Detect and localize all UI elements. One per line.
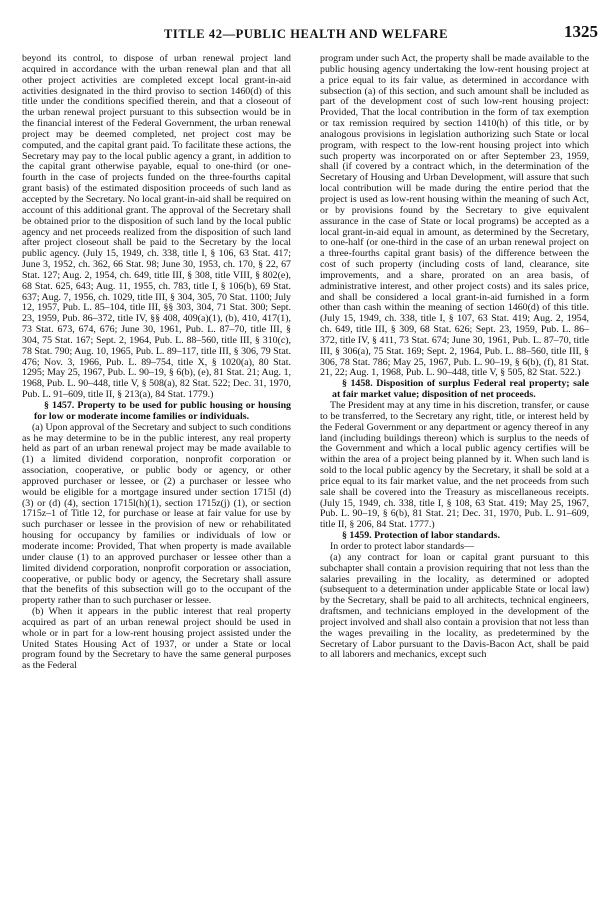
section-1457-heading: § 1457. Property to be used for public housing or housing for low or moderate income families or individuals. — [34, 400, 291, 422]
section-1458-heading: § 1458. Disposition of surplus Federal real property; sale at fair market value; disposition of net proceeds. — [332, 378, 589, 401]
section-1459-heading: § 1459. Protection of labor standards. — [342, 530, 500, 542]
section-1457-subsection-a: (a) Upon approval of the Secretary and subject to such conditions as he may determine to be in the public interest, any real property held as part of an urban renewal project may be made available to (1) a limited dividend corporation, nonprofit corporation or association, cooperative, or public body or agency, or other approved purchaser or lessee, or (2) a purchaser or lessee who would be eligible for a mortgage insured under section 1715l (d) (3) or (d) (4), section 1715l(h)(1), section 1715z(j) (1), or section 1715z–1 of Title 12, for purchase or lease at fair value for use by such purchaser or lessee in the provision of new or rehabilitated housing for occupancy by families or individuals of low or moderate income: Provided, That when property is made available under clause (1) to an approved purchaser or lessee other than a limited dividend corporation, nonprofit corporation or association, cooperative, or public body or agency, the Secretary shall assure that the benefits of this subsection will go to the occupant of the property rather than to such purchaser or lessee. — [22, 421, 291, 607]
page-number: 1325 — [564, 22, 598, 41]
page-header — [0, 0, 612, 44]
section-1459-intro: In order to protect labor standards— — [330, 540, 474, 552]
section-1459-subsection-a: (a) any contract for loan or capital grant pursuant to this subchapter shall contain a provision requiring that not less than the salaries prevailing in the locality, as determined or adopted (subsequent to a determination under applicable State or local law) by the Secretary, shall be paid to all architects, technical engineers, draftsmen, and technicians employed in the development of the project involved and shall also contain a provision that not less than the wages prevailing in the locality, as predetermined by the Secretary of Labor pursuant to the Davis-Bacon Act, shall be paid to all laborers and mechanics, except such — [320, 551, 589, 661]
right-column — [320, 54, 589, 661]
left-column — [22, 54, 291, 672]
section-1457-continuation: program under such Act, the property shall be made available to the public housing agency undertaking the low-rent housing project at a price equal to its fair value, as determined in accordance with subsection (a) of this section, and such amount shall be included as part of the development cost of such low-rent housing project: Provided, That the local contribution in the form of tax exemption or tax remission required by section 1410(h) of this title, or by analogous provisions in legislation authorizing such State or local program, with respect to the low-rent housing project into which such property was incorporated on or after September 23, 1959, shall (if covered by a contract which, in the determination of the Secretary of Housing and Urban Development, will assure that such local contribution will be made during the entire period that the project is used as low-rent housing within the meaning of such Act, or by provisions found by the Secretary to give equivalent assurance in the case of State or local programs) be accepted as a local grant-in-aid equal in amount, as determined by the Secretary, to one-half (or one-third in the case of an urban renewal project on a three-fourths capital grant basis) of the difference between the cost of such property (including costs of land, clearance, site improvements, and a share, prorated on an area basis, of administrative interest, and other project costs) and its sales price, and shall be considered a local grant-in-aid furnished in a form other than cash within the meaning of section 1460(d) of this title. (July 15, 1949, ch. 338, title I, § 107, 63 Stat. 419; Aug. 2, 1954, ch. 649, title III, § 309, 68 Stat. 626; Sept. 23, 1959, Pub. L. 86–372, title IV, § 411, 73 Stat. 674; June 30, 1961, Pub. L. 87–70, title III, § 306(a), 75 Stat. 169; Sept. 2, 1964, Pub. L. 88–560, title III, § 306, 78 Stat. 786; May 25, 1967, Pub. L. 90–19, § 6(b), (f), 81 Stat. 21, 22; Aug. 1, 1968, Pub. L. 90–448, title V, § 505, 82 Stat. 522.) — [320, 53, 589, 379]
section-1458-text: The President may at any time in his discretion, transfer, or cause to be transferred, to the Secretary any right, title, or interest held by the Federal Government or any department or agency thereof in any land (including buildings thereon) which is surplus to the needs of the Government and which a local public agency certifies will be within the area of a project being planned by it. When such land is sold to the local public agency by the Secretary, it shall be sold at a price equal to its fair market value, and the net proceeds from such sale shall be covered into the Treasury as miscellaneous receipts. (July 15, 1949, ch. 338, title I, § 108, 63 Stat. 419; May 25, 1967, Pub. L. 90–19, § 6(b), 81 Stat. 21; Dec. 31, 1970, Pub. L. 91–609, title II, § 206, 84 Stat. 1777.) — [320, 400, 589, 531]
running-title: TITLE 42—PUBLIC HEALTH AND WELFARE — [163, 27, 449, 41]
section-1457-subsection-b: (b) When it appears in the public interest that real property acquired as part of an urban renewal project should be used in whole or in part for a low-rent housing project assisted under the United States Housing Act of 1937, or under a State or local program found by the Secretary to have the same general purposes as the Federal — [22, 606, 291, 672]
section-1456-continuation: beyond its control, to dispose of urban renewal project land acquired in accordance with the urban renewal plan and that all other project activities are completed except local grant-in-aid activities designated in the third proviso to section 1460(d) of this title under the conditions specified therein, and that a closeout of the urban renewal project pursuant to this subsection would be in the financial interest of the Federal Government, the urban renewal project may be deemed completed, net project cost may be computed, and the capital grant paid. To facilitate these actions, the Secretary may pay to the local public agency a grant, in addition to the capital grant otherwise payable, equal to one-third (or one-fourth in the case of projects funded on the three-fourths capital grant basis) of the estimated disposition proceeds of such land as accepted by the Secretary. No local grant-in-aid shall be required on account of this additional grant. The approval of the Secretary shall be obtained prior to the disposition of such land by the local public agency and net proceeds realized from the disposition of such land after project closeout shall be paid to the Secretary by the local public agency. (July 15, 1949, ch. 338, title I, § 106, 63 Stat. 417; June 3, 1952, ch. 362, 66 Stat. 98; June 30, 1953, ch. 170, § 22, 67 Stat. 127; Aug. 2, 1954, ch. 649, title III, § 308, title VIII, § 802(e), 68 Stat. 625, 643; Aug. 11, 1955, ch. 783, title I, § 106(b), 69 Stat. 637; Aug. 7, 1956, ch. 1029, title III, § 304, 305, 70 Stat. 1100; July 12, 1957, Pub. L. 85–104, title III, §§ 303, 304, 71 Stat. 300; Sept. 23, 1959, Pub. 86–372, title IV, §§ 408, 409(a)(1), (b), 410, 417(1), 73 Stat. 673, 674, 676; June 30, 1961, Pub. L. 87–70, title III, § 304, 75 Stat. 167; Sept. 2, 1964, Pub. L. 88–560, title III, § 310(c), 78 Stat. 790; Aug. 10, 1965, Pub. L. 89–117, title III, § 306, 79 Stat. 476; Nov. 3, 1966, Pub. L. 89–754, title X, § 1020(a), 80 Stat. 1295; May 25, 1967, Pub. L. 90–19, § 6(b), (e), 81 Stat. 21; Aug. 1, 1968, Pub. L. 90–448, title V, § 508(a), 82 Stat. 522; Dec. 31, 1970, Pub. L. 91–609, title II, § 213(a), 84 Stat. 1779.) — [22, 53, 291, 401]
